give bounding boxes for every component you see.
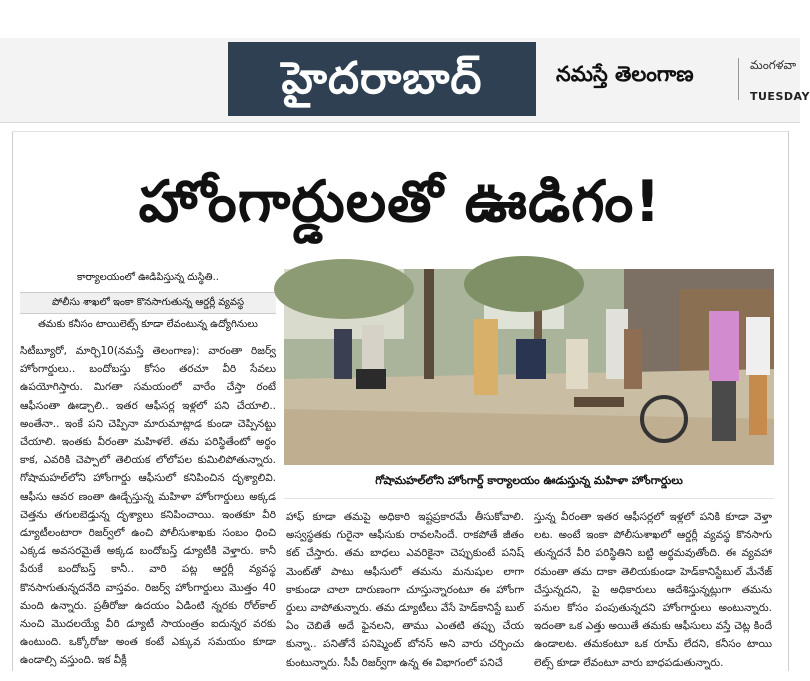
photo-caption: గోషామహల్‌లోని హోంగార్డ్ కార్యాలయం ఊడుస్తున్న మహిళా హోంగార్డులు bbox=[375, 474, 683, 487]
photo-illustration bbox=[284, 269, 774, 465]
article-column-1: సిటీబ్యూరో, మార్చి10(నమస్తే తెలంగాణ): వారంతా రిజర్వ్ హోంగార్డులు.. బందోబస్తు కోసం తరచూ వీరి సేవలు ఉపయోగిస్తారు. మిగతా సమయంలో వారేం చేస్తా రంటే ఆఫీసంతా ఊడ్చాలి.. ఇతర ఆఫీసర్ల ఇళ్లలో పని చేయాలి.. అంతేనా.. ఇంకే పని చెప్పినా మారుమాట్లాడ కుండా చెప్పినట్టు చేయాలి. ఇంతకు వీరంతా మహిళలే. తమ పరిస్థితేంటో అర్థం కాక, ఎవరికి చెప్పాలో తెలియక లోలోపల కుమిలిపోతున్నారు. గోషామహల్‌లోని హోంగార్డు ఆఫీసులో కనిపించిన దృశ్యాలివి. ఆఫీసు ఆవర ణంతా ఊడ్చేస్తున్న మహిళా హోంగార్డులు అక్కడ చెత్తను తగులబెడ్తున్న దృశ్యాలు కనిపించాయి. ఇంతకూ వీరి డ్యూటీలంటారా రిజర్వ్‌లో ఉంచి పోలీసుశాఖకు సంబం ధించి ఎక్కడ అవసరమైతే అక్కడ బందోబస్త్ డ్యూటీకి వెళ్తారు. కానీ పేరుకే బందోబస్త్ కానీ.. వారి పట్ల ఆర్డర్లీ వ్యవస్థ కొనసాగుతున్నదనేది వాస్తవం. రిజర్వ్ హోంగార్డులు మొత్తం 40 మంది ఉన్నారు. ప్రతీరోజు ఉదయం ఏడింటి న్నరకు రోల్‌కాల్ నుంచి మొదలయ్యే వీరి డ్యూటీ సాయంత్రం ఐదున్నర వరకు ఉంటుంది. ఒక్కోరోజు అంత కంటే ఎక్కువ సమయం కూడా ఉండాల్సి వస్తుంది. ఇక వీక్లీ bbox=[20, 345, 276, 667]
article-top-rule bbox=[12, 131, 788, 132]
kicker-line-1: కార్యాలయంలో ఊడిపిస్తున్న దుస్థితి.. bbox=[77, 272, 219, 283]
kicker-line-2: పోలీసు శాఖలో ఇంకా కొనసాగుతున్న ఆర్డర్లీ వ్యవస్థ bbox=[20, 292, 276, 314]
page-border-left bbox=[12, 131, 13, 671]
top-margin bbox=[0, 0, 800, 38]
masthead-divider bbox=[738, 58, 739, 100]
caption-rule bbox=[284, 498, 774, 499]
article-column-3: స్తున్న వీరంతా ఇతర ఆఫీసర్లలో ఇళ్లలో పనికి కూడా వెళ్తా లట. అంటే ఇంకా పోలీసుశాఖలో ఆర్డర్లీ వ్యవస్థ కొనసాగు తున్నదనే వీరి పరిస్థితిని బట్టి అర్థమవుతోంది. ఈ వ్యవహా రమంతా తమ దాకా తెలియకుండా హెడ్‌కానిస్టేబుల్ మేనేజ్ చేస్తున్నదని, పై అధికారులు ఆదేశిస్తున్నట్లుగా తమను పనుల కోసం పంపుతున్నదని హోంగార్డులు అంటున్నారు. ఇదంతా ఒక ఎత్తు అయితే తమకు ఆఫీసులు వస్తే చెట్ల కిందే ఉండాలట. తమకంటూ ఒక రూమ్ లేదని, కనీసం టాయి లెట్స్ కూడా లేవంటూ వారు బాధపడుతున్నారు. bbox=[534, 511, 772, 669]
masthead bbox=[0, 38, 810, 123]
article-column-2: హాఫ్ కూడా తమపై అధికారి ఇష్టప్రకారమే తీసుకోవాలి. అస్వస్థతకు గురైనా ఆఫీసుకు రావలసిందే. రాకపోతే జీతం కట్ చేస్తారు. తమ బాధలు ఎవరికైనా చెప్పుకుంటే పనిష్ మెంట్‌తో పాటు ఆఫీసులో తమను మనుషుల లాగా కాకుండా చాలా దారుణంగా చూస్తున్నారంటూ ఈ హోంగా ర్డులు వాపోతున్నారు. తమ డ్యూటీలు వేసే హెడ్‌కానిస్టే బుల్ ఏం చెబితే అదే ఫైనలని, తాము ఎంతటి తప్పు చేయ కున్నా.. పనితోనే పనిష్మెంట్ బోనస్ అని వారు చర్చించు కుంటున్నారు. సీపీ రిజర్వ్‌గా ఉన్న ఈ విభాగంలో పనిచే bbox=[286, 511, 524, 669]
kicker-line-3: తమకు కనీసం టాయిలెట్స్ కూడా లేవంటున్న ఉద్యోగినులు bbox=[38, 319, 258, 330]
newspaper-name: నమస్తే తెలంగాణ bbox=[556, 62, 694, 86]
article-headline: హోంగార్డులతో ఊడిగం! bbox=[138, 169, 662, 235]
city-nameplate: హైదరాబాద్ bbox=[228, 42, 536, 116]
page-border-right bbox=[788, 131, 789, 671]
weekday-telugu: మంగళవా bbox=[750, 58, 797, 72]
weekday-english: TUESDAY bbox=[750, 90, 810, 103]
news-photo bbox=[284, 269, 774, 465]
